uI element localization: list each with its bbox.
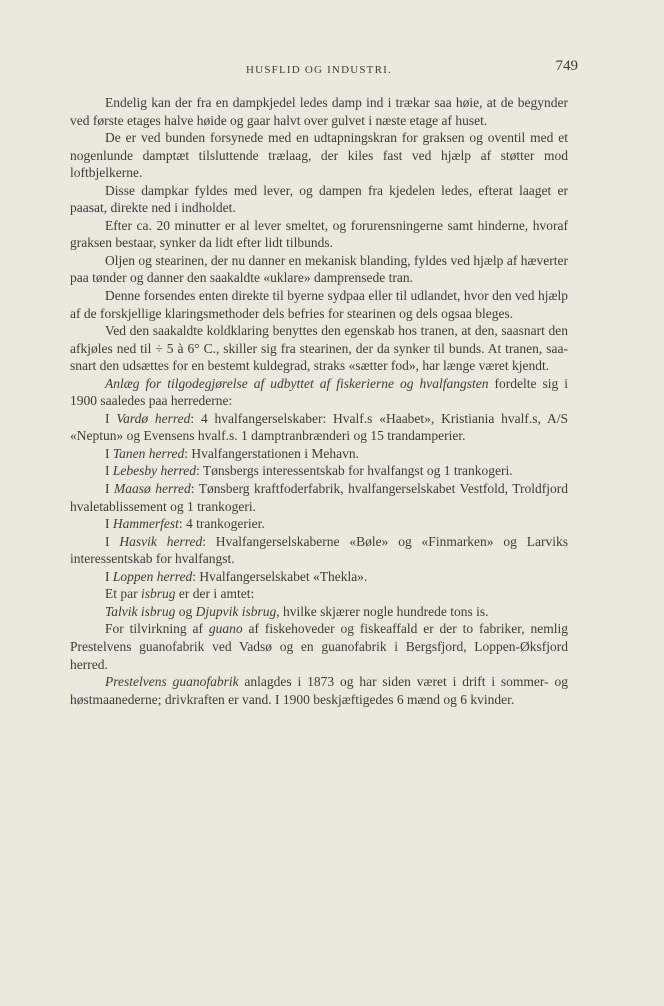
italic-heading: Anlæg for tilgodegjørelse af udbyttet af fiskerierne og hvalfangsten <box>105 375 489 391</box>
paragraph-loppen: I Loppen herred: Hvalfangerselskabet «Thekla». <box>105 568 368 584</box>
paragraph: Efter ca. 20 minutter er al lever smeltet, og forurensningerne samt hinderne, hvoraf graksen bestaar, synker da lidt efter lidt tilbunds. <box>70 217 568 251</box>
paragraph-lebesby: I Lebesby herred: Tønsbergs interessentskab for hvalfangst og 1 trankogeri. <box>105 463 513 479</box>
paragraph: Denne forsendes enten direkte til byerne sydpaa eller til udlandet, hvor den ved hjælp af de forskjellige klaringsmethoder dels befries for stearinen og dels ogsaa bleges. <box>70 288 568 321</box>
paragraph: Ved den saakaldte koldklaring benyttes den egenskab hos tranen, at den, saasnart den afkjøles ned til ÷ 5 à 6° C., skiller sig fra stearinen, der da synker til bunds. At tranen, saasnart den udsættes for en bestemt kuldegrad, straks «sætter fod», har længe været kjendt. <box>70 323 568 374</box>
running-title: HUSFLID OG INDUSTRI. <box>246 64 392 76</box>
paragraph: Oljen og stearinen, der nu danner en mekanisk blanding, fyldes ved hjælp af hæverter paa tønder og danner den saakaldte «uklare» damprensede tran. <box>70 252 568 286</box>
paragraph-guano: For tilvirkning af guano af fiskehoveder og fiskeaffald er der to fabriker, nemlig Prestelvens guanofabrik ved Vadsø og en guanofabrik i Bergsfjord, Loppen-Øksfjord herred. <box>70 621 568 672</box>
paragraph-hasvik: I Hasvik herred: Hvalfangerselskaberne «Bøle» og «Finmarken» og Larviks interessentskab for hvalfangst. <box>70 533 568 567</box>
paragraph-talvik: Talvik isbrug og Djupvik isbrug, hvilke skjærer nogle hundrede tons is. <box>105 603 489 619</box>
paragraph: De er ved bunden forsynede med en udtapningskran for graksen og oventil med et nogenlunde damptæt tilsluttende trælaag, der kiles fast ved hjælp af støtter mod loftbjelkerne. <box>70 130 568 181</box>
paragraph: Anlæg for tilgodegjørelse af udbyttet af fiskerierne og hvalfangsten fordelte sig i 1900 saaledes paa herrederne: <box>70 375 568 409</box>
paragraph-prestelven: Prestelvens guanofabrik anlagdes i 1873 og har siden været i drift i sommer- og høstmaanederne; drivkraften er vand. I 1900 beskjæftigedes 6 mænd og 6 kvinder. <box>70 674 568 707</box>
paragraph-hammerfest: I Hammerfest: 4 trankogerier. <box>105 516 265 532</box>
body-text <box>70 94 568 708</box>
paragraph: Disse dampkar fyldes med lever, og dampen fra kjedelen ledes, efterat laaget er paasat, direkte ned i indholdet. <box>70 182 568 216</box>
page-number: 749 <box>555 58 578 74</box>
paragraph-maaso: I Maasø herred: Tønsberg kraftfoderfabrik, hvalfangerselskabet Vestfold, Troldfjord hvaletablissement og 1 trankogeri. <box>70 481 569 514</box>
paragraph-isbrug: Et par isbrug er der i amtet: <box>105 586 255 602</box>
paragraph: Endelig kan der fra en dampkjedel ledes damp ind i trækar saa høie, at de begynder ved første etages halve høide og gaar halvt over gulvet i næste etage af huset. <box>70 95 568 128</box>
paragraph-tanen: I Tanen herred: Hvalfangerstationen i Mehavn. <box>105 445 359 461</box>
page-header <box>70 58 578 80</box>
paragraph-vardo: I Vardø herred: 4 hvalfangerselskaber: Hvalf.s «Haabet», Kristiania hvalf.s, A/S «Neptun» og Evensens hvalf.s. 1 damptranbrænderi og 15 trandamperier. <box>70 410 568 444</box>
